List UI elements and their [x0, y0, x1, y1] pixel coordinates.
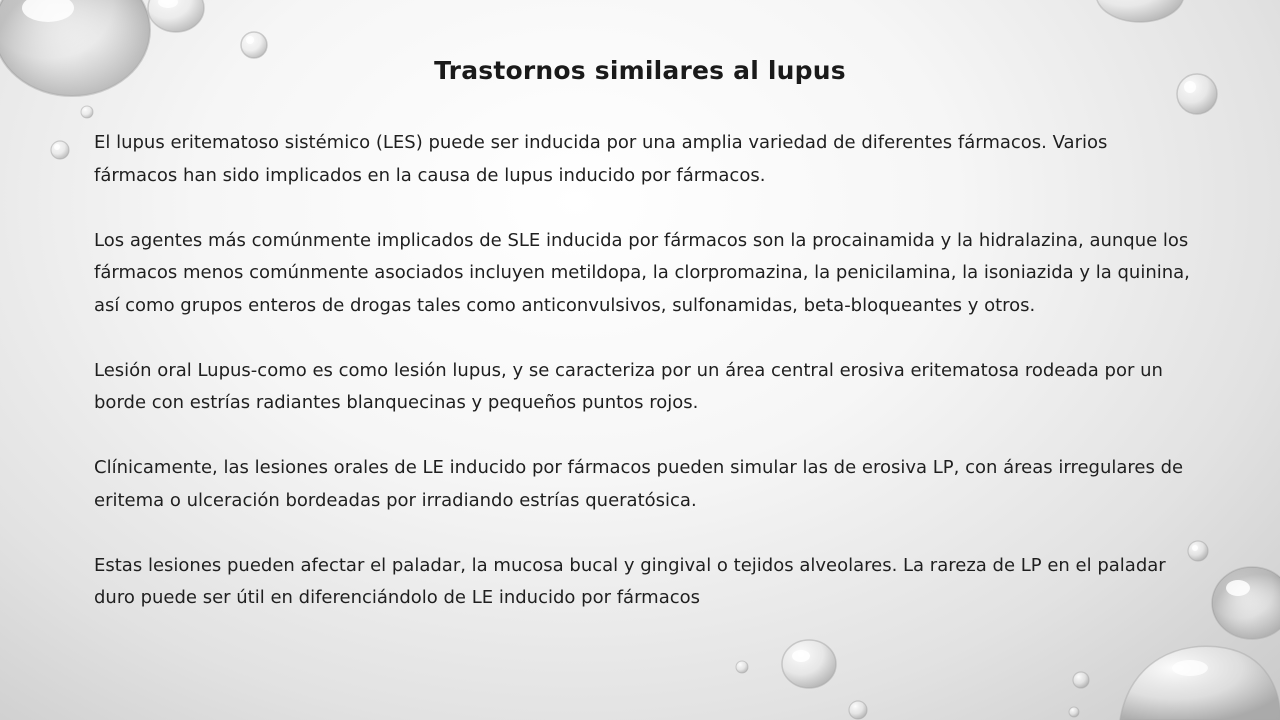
paragraph: Clínicamente, las lesiones orales de LE inducido por fármacos pueden simular las de erosiva LP, con áreas irregulares de eritema o ulceración bordeadas por irradiando estrías queratósica.: [94, 457, 1184, 511]
paragraph: Lesión oral Lupus-como es como lesión lupus, y se caracteriza por un área central erosiva eritematosa rodeada por un borde con estrías radiantes blanquecinas y pequeños puntos rojos.: [94, 359, 1163, 413]
droplet-bottom-center: [782, 640, 836, 688]
droplet-top-left-tiny: [241, 32, 267, 58]
droplet-top-right-large: [1096, 0, 1184, 22]
droplet-bottom-right-dot: [1073, 672, 1089, 688]
slide-body: [94, 127, 1194, 615]
paragraph: Estas lesiones pueden afectar el paladar, la mucosa bucal y gingival o tejidos alveolares. La rareza de LP en el paladar duro puede ser útil en diferenciándolo de LE inducido por fármacos: [94, 554, 1166, 608]
paragraph: El lupus eritematoso sistémico (LES) puede ser inducida por una amplia variedad de diferentes fármacos. Varios fármacos han sido implicados en la causa de lupus inducido por fármacos.: [94, 132, 1108, 186]
droplet-left-dot-2: [51, 141, 69, 159]
droplet-bottom-center-dot-1: [736, 661, 748, 673]
droplet-bottom-right-blob: [1120, 646, 1280, 720]
slide-title: Trastornos similares al lupus: [434, 56, 846, 85]
paragraph: Los agentes más comúnmente implicados de SLE inducida por fármacos son la procainamida y la hidralazina, aunque los fármacos menos comúnmente asociados incluyen metildopa, la clorpromazina, la penicilamina, la isoniazida y la quinina, así como grupos enteros de drogas tales como anticonvulsivos, sulfonamidas, beta-bloqueantes y otros.: [94, 229, 1190, 316]
droplet-right-large: [1212, 567, 1280, 639]
droplet-left-dot-1: [81, 106, 93, 118]
droplet-bottom-right-dot-2: [1069, 707, 1079, 717]
droplet-top-left-small: [148, 0, 204, 32]
droplet-bottom-center-dot-2: [849, 701, 867, 719]
